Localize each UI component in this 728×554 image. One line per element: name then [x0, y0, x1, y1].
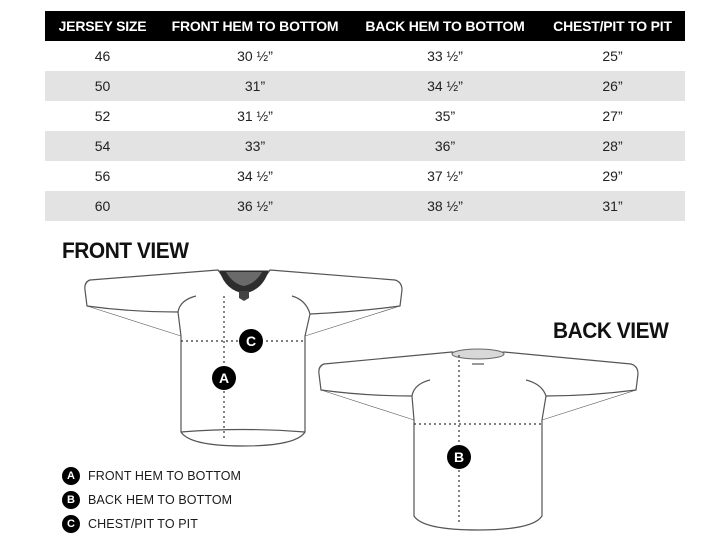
- front-hem-cell: 34 ½”: [237, 168, 273, 184]
- back-view-title: BACK VIEW: [553, 318, 669, 343]
- back-hem-cell: 33 ½”: [427, 48, 463, 64]
- header-chest: CHEST/PIT TO PIT: [540, 11, 685, 41]
- legend-label-c: CHEST/PIT TO PIT: [88, 517, 198, 531]
- marker-b: [447, 445, 471, 469]
- size-cell: 46: [94, 48, 111, 64]
- front-hem-cell: 31 ½”: [237, 108, 273, 124]
- legend-item-a: [62, 464, 241, 488]
- marker-c-label: C: [245, 333, 257, 349]
- back-collar-icon: [452, 349, 504, 359]
- size-cell: 60: [45, 191, 160, 221]
- back-hem-cell: 37 ½”: [427, 168, 463, 184]
- chest-cell: 26”: [540, 71, 685, 101]
- size-cell: 54: [45, 131, 160, 161]
- marker-c: [239, 329, 263, 353]
- marker-a: [212, 366, 236, 390]
- measurement-legend: [62, 464, 241, 536]
- legend-item-b: [62, 488, 241, 512]
- front-hem-cell: 31”: [160, 71, 350, 101]
- marker-a-label: A: [218, 370, 230, 386]
- back-hem-cell: 38 ½”: [350, 191, 540, 221]
- chest-cell: 29”: [602, 168, 623, 184]
- size-cell: 52: [94, 108, 111, 124]
- header-front-hem: FRONT HEM TO BOTTOM: [160, 11, 350, 41]
- front-hem-cell: 30 ½”: [237, 48, 273, 64]
- front-hem-cell: 33”: [160, 131, 350, 161]
- header-back-hem: BACK HEM TO BOTTOM: [350, 11, 540, 41]
- front-view-title: FRONT VIEW: [62, 238, 189, 263]
- chest-cell: 31”: [540, 191, 685, 221]
- back-hem-cell: 34 ½”: [350, 71, 540, 101]
- marker-b-label: B: [453, 449, 465, 465]
- size-cell: 56: [94, 168, 111, 184]
- legend-badge-b: B: [62, 491, 80, 509]
- chest-cell: 27”: [602, 108, 623, 124]
- back-jersey-illustration: [319, 352, 638, 530]
- size-cell: 50: [45, 71, 160, 101]
- chest-cell: 25”: [602, 48, 623, 64]
- front-hem-cell: 36 ½”: [160, 191, 350, 221]
- chest-cell: 28”: [540, 131, 685, 161]
- legend-badge-a: A: [62, 467, 80, 485]
- header-jersey-size: JERSEY SIZE: [45, 11, 160, 41]
- legend-label-b: BACK HEM TO BOTTOM: [88, 493, 233, 507]
- legend-item-c: [62, 512, 241, 536]
- back-hem-cell: 36”: [350, 131, 540, 161]
- legend-badge-c: C: [62, 515, 80, 533]
- back-hem-cell: 35”: [434, 108, 456, 124]
- legend-label-a: FRONT HEM TO BOTTOM: [88, 469, 242, 483]
